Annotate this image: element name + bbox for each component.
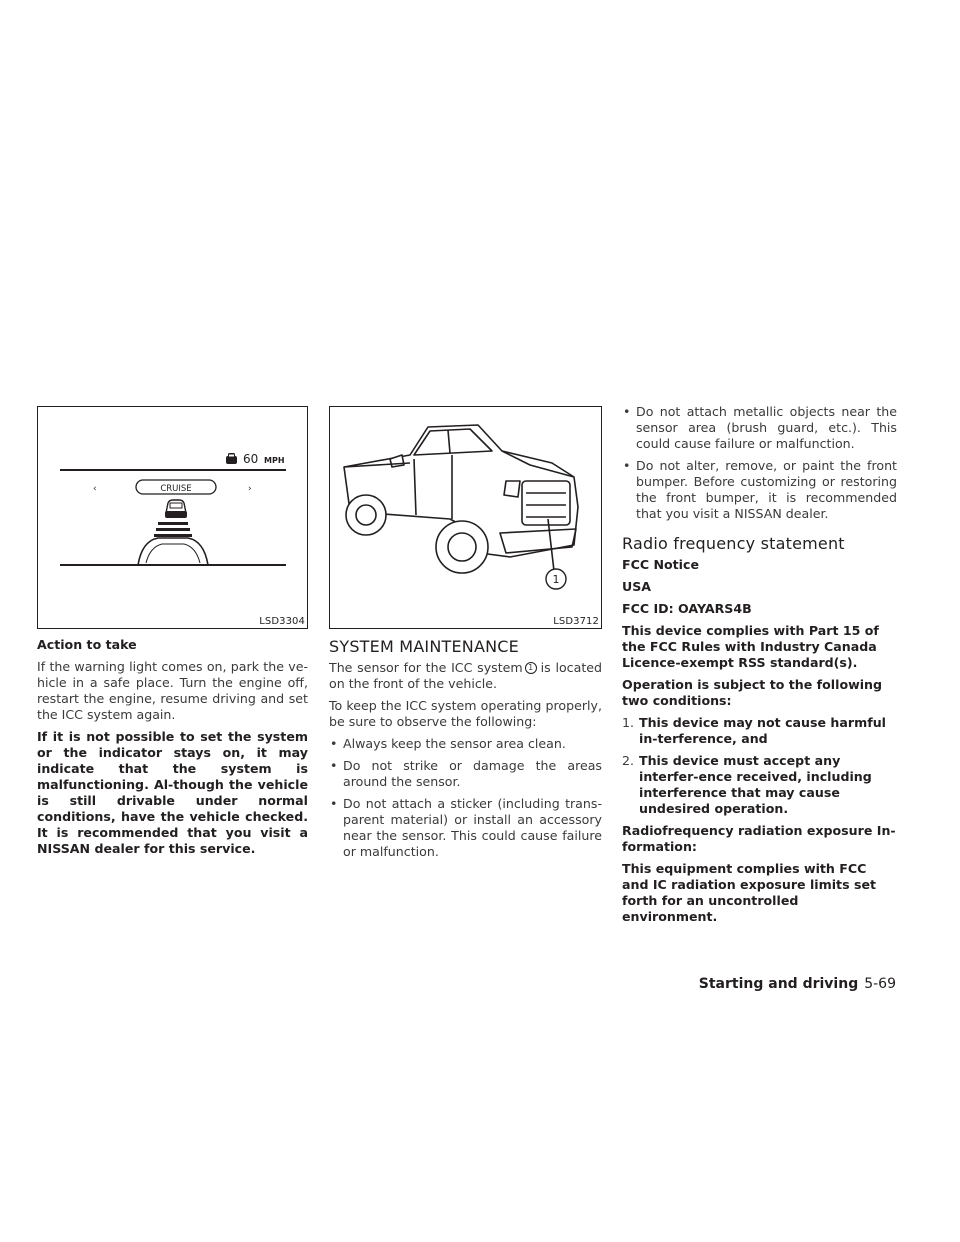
fcc-id: FCC ID: OAYARS4B: [622, 601, 752, 616]
sensor-location-paragraph: The sensor for the ICC system 1 is located on the front of the vehicle.: [329, 660, 602, 691]
maintenance-title: SYSTEM MAINTENANCE: [329, 637, 519, 656]
list-item: • Do not attach a sticker (including trans-parent material) or install an accessory near the sensor. This could cause failure or malfunction.: [330, 796, 602, 859]
car-icon: [226, 453, 237, 464]
malfunction-warning: If it is not possible to set the system or the indicator stays on, it may indicate that the system is malfunctioning. Al-though the vehicle is still drivable under normal conditions, have the vehicle checked. It is recommended that you visit a NISSAN dealer for this service.: [37, 729, 308, 856]
cruise-display-figure: [37, 406, 308, 629]
column-right: [622, 404, 897, 925]
truck-sensor-figure: [329, 406, 602, 629]
svg-text:›: ›: [248, 484, 252, 494]
list-item: • Do not strike or damage the areas around the sensor.: [330, 758, 602, 789]
maintenance-list-continued: [622, 404, 897, 522]
rf-text: This equipment complies with FCC and IC radiation exposure limits set forth for an uncontrolled environment.: [622, 861, 877, 924]
operation-statement: Operation is subject to the following two conditions:: [622, 677, 883, 708]
conditions-list: [622, 715, 897, 817]
list-item: 2. This device must accept any interfer-ence received, including interference that may cause undesired operation.: [622, 753, 872, 816]
column-left: [37, 406, 308, 857]
speed-unit: MPH: [264, 456, 285, 465]
usa-label: USA: [622, 579, 652, 594]
list-item: 1. This device may not cause harmful in-terference, and: [622, 715, 886, 746]
rf-heading: Radiofrequency radiation exposure In-formation:: [622, 823, 896, 854]
list-item: • Do not alter, remove, or paint the front bumper. Before customizing or restoring the front bumper, it is recommended that you visit a NISSAN dealer.: [623, 458, 897, 521]
speed-value: 60: [243, 452, 259, 466]
maintenance-list: [329, 736, 602, 860]
action-heading: Action to take: [37, 637, 137, 652]
fcc-notice: FCC Notice: [622, 557, 700, 572]
list-item: • Always keep the sensor area clean.: [330, 736, 566, 751]
svg-text:‹: ‹: [93, 484, 97, 494]
cruise-display-illustration: [38, 407, 308, 629]
figure-code: LSD3304: [259, 616, 305, 627]
sensor-callout: 1: [552, 573, 560, 586]
action-paragraph: If the warning light comes on, park the ve-hicle in a safe place. Turn the engine off, restart the engine, resume driving and set the ICC system again.: [37, 659, 308, 722]
list-item: • Do not attach metallic objects near the sensor area (brush guard, etc.). This could cause failure or malfunction.: [623, 404, 897, 451]
compliance-statement: This device complies with Part 15 of the FCC Rules with Industry Canada Licence-exempt RSS standard(s).: [622, 623, 879, 670]
chapter-title: Starting and driving: [698, 976, 859, 992]
radio-title: Radio frequency statement: [622, 534, 845, 553]
page-footer: [699, 976, 896, 992]
truck-illustration: [330, 407, 602, 629]
page-number: 5-69: [864, 976, 896, 992]
callout-1-icon: 1: [525, 662, 537, 674]
figure-code: LSD3712: [553, 616, 599, 627]
observe-paragraph: To keep the ICC system operating properly, be sure to observe the following:: [329, 698, 602, 729]
cruise-label: CRUISE: [160, 484, 192, 494]
lead-vehicle-icon: [165, 500, 187, 518]
column-middle: [329, 406, 602, 866]
